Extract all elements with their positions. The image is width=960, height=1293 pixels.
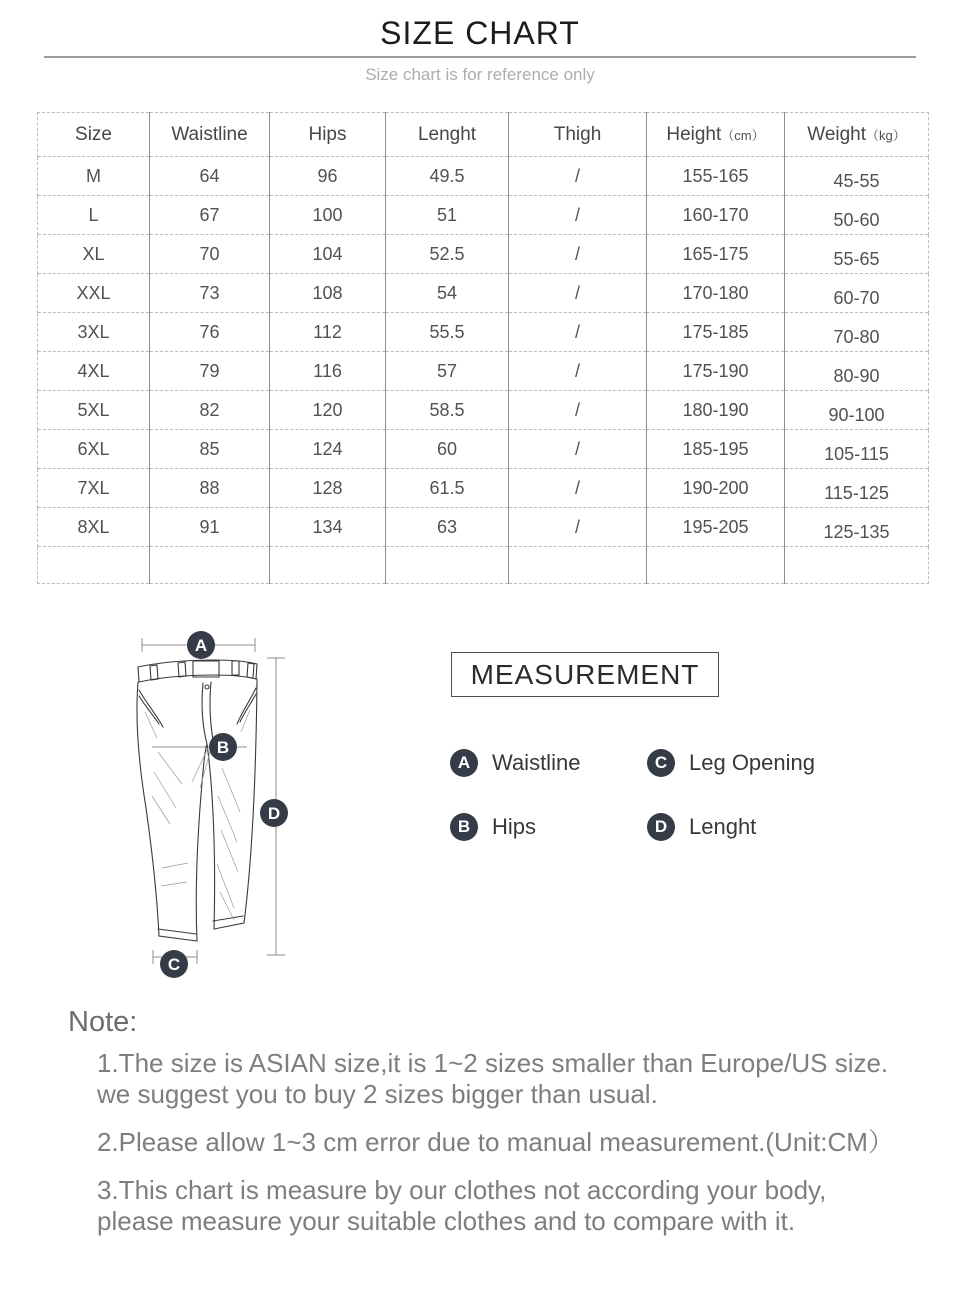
table-row xyxy=(38,391,929,430)
table-cell: 67 xyxy=(150,196,270,235)
column-header: Hips xyxy=(270,113,386,157)
legend-label: Lenght xyxy=(689,814,757,839)
table-cell: 124 xyxy=(270,430,386,469)
table-cell xyxy=(386,547,509,584)
table-cell: 91 xyxy=(150,508,270,547)
legend-item-hips xyxy=(450,813,647,841)
table-cell: 54 xyxy=(386,274,509,313)
table-cell: 57 xyxy=(386,352,509,391)
table-cell: / xyxy=(509,391,647,430)
table-cell: 60-70 xyxy=(785,274,929,313)
legend-badge-icon: B xyxy=(450,813,478,841)
column-header: Size xyxy=(38,113,150,157)
column-header: Height（cm） xyxy=(647,113,785,157)
table-cell: 160-170 xyxy=(647,196,785,235)
marker-c-letter: C xyxy=(167,955,181,974)
table-cell: 165-175 xyxy=(647,235,785,274)
measurement-legend xyxy=(450,749,815,841)
measurement-guide-lines xyxy=(142,638,285,964)
table-cell: 155-165 xyxy=(647,157,785,196)
table-cell: 51 xyxy=(386,196,509,235)
table-cell: 96 xyxy=(270,157,386,196)
table-cell: / xyxy=(509,157,647,196)
table-cell: 108 xyxy=(270,274,386,313)
legend-badge-icon: D xyxy=(647,813,675,841)
table-cell: / xyxy=(509,313,647,352)
table-row xyxy=(38,196,929,235)
marker-b-letter: B xyxy=(216,738,230,757)
table-cell: 120 xyxy=(270,391,386,430)
note-item: 1.The size is ASIAN size,it is 1~2 sizes smaller than Europe/US size. we suggest you to buy 2 sizes bigger than usual. xyxy=(97,1048,889,1109)
table-cell: 5XL xyxy=(38,391,150,430)
legend-badge-icon: C xyxy=(647,749,675,777)
table-cell: 49.5 xyxy=(386,157,509,196)
table-cell xyxy=(785,547,929,584)
table-cell: 175-185 xyxy=(647,313,785,352)
table-cell: 88 xyxy=(150,469,270,508)
note-item: 2.Please allow 1~3 cm error due to manual measurement.(Unit:CM） xyxy=(97,1127,894,1157)
table-cell xyxy=(647,547,785,584)
note-heading: Note: xyxy=(68,1006,138,1038)
table-cell: 58.5 xyxy=(386,391,509,430)
table-row xyxy=(38,469,929,508)
table-cell: 112 xyxy=(270,313,386,352)
table-cell: 85 xyxy=(150,430,270,469)
table-cell: 8XL xyxy=(38,508,150,547)
marker-d-letter: D xyxy=(267,804,281,823)
table-cell: 195-205 xyxy=(647,508,785,547)
title-divider xyxy=(44,56,916,58)
table-cell: 64 xyxy=(150,157,270,196)
table-cell: 125-135 xyxy=(785,508,929,547)
table-row xyxy=(38,352,929,391)
table-cell: L xyxy=(38,196,150,235)
table-cell: 190-200 xyxy=(647,469,785,508)
table-cell: 185-195 xyxy=(647,430,785,469)
page-title: SIZE CHART xyxy=(380,15,580,51)
marker-a-letter: A xyxy=(194,636,208,655)
column-header: Lenght xyxy=(386,113,509,157)
table-row xyxy=(38,157,929,196)
table-row xyxy=(38,235,929,274)
table-cell: 70 xyxy=(150,235,270,274)
table-cell: 175-190 xyxy=(647,352,785,391)
table-cell: / xyxy=(509,235,647,274)
table-cell: 104 xyxy=(270,235,386,274)
table-cell xyxy=(509,547,647,584)
table-cell xyxy=(38,547,150,584)
table-cell: 70-80 xyxy=(785,313,929,352)
empty-row xyxy=(38,547,929,584)
table-cell: 55.5 xyxy=(386,313,509,352)
column-header: Weight（kg） xyxy=(785,113,929,157)
table-cell: 128 xyxy=(270,469,386,508)
legend-badge-icon: A xyxy=(450,749,478,777)
table-cell: XL xyxy=(38,235,150,274)
notes-list xyxy=(97,1048,912,1254)
table-cell: 3XL xyxy=(38,313,150,352)
table-cell: M xyxy=(38,157,150,196)
table-header-row xyxy=(38,113,929,157)
table-cell: XXL xyxy=(38,274,150,313)
table-row xyxy=(38,430,929,469)
table-cell: / xyxy=(509,352,647,391)
table-cell: 7XL xyxy=(38,469,150,508)
pants-measurement-diagram xyxy=(100,620,320,1000)
table-cell: 63 xyxy=(386,508,509,547)
table-cell xyxy=(150,547,270,584)
note-item: 3.This chart is measure by our clothes not according your body, please measure your suitable clothes and to compare with it. xyxy=(97,1175,827,1236)
legend-label: Hips xyxy=(492,814,537,839)
page-subtitle: Size chart is for reference only xyxy=(365,65,595,84)
table-cell: 61.5 xyxy=(386,469,509,508)
table-cell: 116 xyxy=(270,352,386,391)
table-cell: 45-55 xyxy=(785,157,929,196)
table-cell: 90-100 xyxy=(785,391,929,430)
table-cell: 55-65 xyxy=(785,235,929,274)
table-cell: 82 xyxy=(150,391,270,430)
table-cell: 60 xyxy=(386,430,509,469)
table-cell: / xyxy=(509,469,647,508)
size-table xyxy=(37,112,929,584)
table-cell: / xyxy=(509,274,647,313)
table-cell: 180-190 xyxy=(647,391,785,430)
table-cell: / xyxy=(509,508,647,547)
table-cell: 100 xyxy=(270,196,386,235)
column-header: Thigh xyxy=(509,113,647,157)
table-cell: 134 xyxy=(270,508,386,547)
legend-item-waistline xyxy=(450,749,647,777)
legend-label: Waistline xyxy=(492,750,581,775)
table-cell: 52.5 xyxy=(386,235,509,274)
table-row xyxy=(38,508,929,547)
table-cell: 80-90 xyxy=(785,352,929,391)
table-cell: 73 xyxy=(150,274,270,313)
measurement-title-box xyxy=(451,652,719,697)
table-cell: 170-180 xyxy=(647,274,785,313)
table-cell: / xyxy=(509,196,647,235)
table-cell: 76 xyxy=(150,313,270,352)
table-cell: / xyxy=(509,430,647,469)
legend-label: Leg Opening xyxy=(689,750,815,775)
table-cell: 115-125 xyxy=(785,469,929,508)
table-cell: 6XL xyxy=(38,430,150,469)
table-cell: 4XL xyxy=(38,352,150,391)
table-cell xyxy=(270,547,386,584)
measurement-title: MEASUREMENT xyxy=(470,658,700,690)
legend-item-lenght xyxy=(647,813,815,841)
table-cell: 50-60 xyxy=(785,196,929,235)
table-row xyxy=(38,313,929,352)
table-cell: 105-115 xyxy=(785,430,929,469)
column-header: Waistline xyxy=(150,113,270,157)
legend-item-leg-opening xyxy=(647,749,815,777)
table-row xyxy=(38,274,929,313)
diagram-markers xyxy=(160,631,288,978)
table-cell: 79 xyxy=(150,352,270,391)
